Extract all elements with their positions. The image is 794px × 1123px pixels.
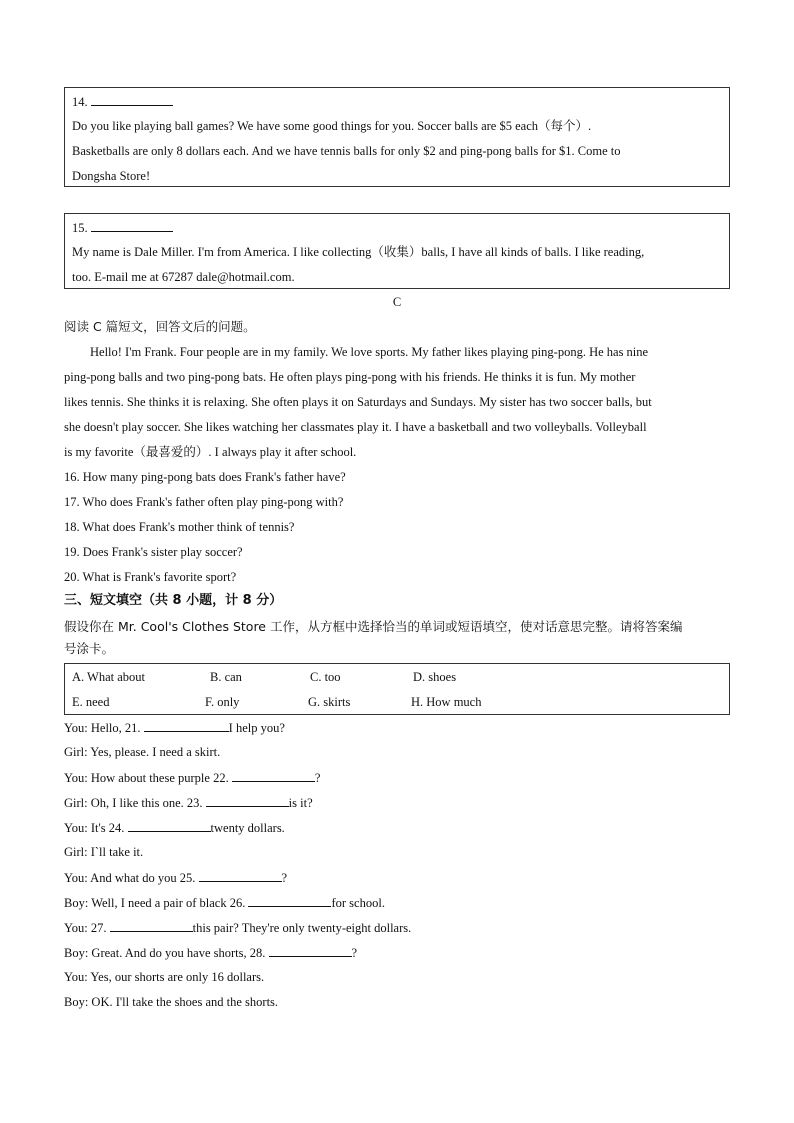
passage-c-line: ping-pong balls and two ping-pong bats. He often plays ping-pong with his friends. He thinks it is fun. My mother — [64, 370, 636, 384]
ad-box-15 — [64, 213, 730, 289]
dialogue-line-28 — [64, 944, 357, 961]
question-15-number: 15. — [72, 221, 88, 235]
dialogue-line-24 — [64, 819, 285, 836]
ad-14-text-line: Do you like playing ball games? We have some good things for you. Soccer balls are $5 each（每个）. — [72, 119, 592, 133]
section-3-title: 三、短文填空（共 8 小题，计 8 分） — [64, 593, 283, 608]
dialogue-line-27 — [64, 919, 411, 936]
dialogue-text: You: 27. — [64, 921, 110, 935]
answer-blank-26[interactable] — [248, 894, 331, 907]
answer-blank-22[interactable] — [232, 769, 315, 782]
dialogue-text: ? — [314, 771, 321, 785]
dialogue-line-22 — [64, 769, 320, 786]
option-a: A. What about — [72, 670, 146, 684]
option-f: F. only — [205, 695, 240, 709]
dialogue-line: Girl: I`ll take it. — [64, 845, 144, 859]
option-d: D. shoes — [413, 670, 457, 684]
dialogue-line-25 — [64, 869, 287, 886]
passage-c-line: is my favorite（最喜爱的）. I always play it after school. — [64, 445, 357, 459]
dialogue-text: Boy: Well, I need a pair of black 26. — [64, 896, 249, 910]
ad-15-text-line: too. E-mail me at 67287 dale@hotmail.com. — [72, 270, 295, 284]
answer-blank-27[interactable] — [110, 919, 193, 932]
ad-14-text-line: Basketballs are only 8 dollars each. And we have tennis balls for only $2 and ping-pong balls for $1. Come to — [72, 144, 621, 158]
answer-blank-15[interactable] — [91, 219, 173, 232]
dialogue-text: You: Hello, 21. — [64, 721, 144, 735]
dialogue-text: You: And what do you 25. — [64, 871, 199, 885]
dialogue-text: ? — [281, 871, 288, 885]
dialogue-text: You: It's 24. — [64, 821, 128, 835]
question-14-number: 14. — [72, 95, 88, 109]
dialogue-text: Girl: Oh, I like this one. 23. — [64, 796, 206, 810]
option-h: H. How much — [411, 695, 482, 709]
dialogue-text: for school. — [331, 896, 385, 910]
ad-box-14 — [64, 87, 730, 187]
dialogue-line-21 — [64, 719, 285, 736]
dialogue-line-23 — [64, 794, 313, 811]
answer-blank-28[interactable] — [269, 944, 352, 957]
question-14-line — [72, 93, 173, 110]
passage-c-line: she doesn't play soccer. She likes watching her classmates play it. I have a basketball and two volleyballs. Volleyball — [64, 420, 647, 434]
answer-blank-21[interactable] — [144, 719, 229, 732]
answer-blank-23[interactable] — [206, 794, 289, 807]
question-18: 18. What does Frank's mother think of tennis? — [64, 520, 295, 534]
question-17: 17. Who does Frank's father often play ping-pong with? — [64, 495, 344, 509]
word-bank-box — [64, 663, 730, 715]
option-e: E. need — [72, 695, 110, 709]
ad-14-text-line: Dongsha Store! — [72, 169, 151, 183]
passage-c-label: C — [392, 295, 402, 309]
section-3-instruction: 假设你在 Mr. Cool's Clothes Store 工作，从方框中选择恰当的单词或短语填空，使对话意思完整。请将答案编 — [64, 619, 683, 634]
dialogue-text: twenty dollars. — [210, 821, 285, 835]
dialogue-line-26 — [64, 894, 385, 911]
section-3-instruction: 号涂卡。 — [64, 641, 115, 656]
passage-c-instruction: 阅读 C 篇短文，回答文后的问题。 — [64, 319, 256, 334]
ad-15-text-line: My name is Dale Miller. I'm from America. I like collecting（收集）balls, I have all kinds of balls. I like reading, — [72, 245, 645, 259]
dialogue-text: is it? — [288, 796, 313, 810]
dialogue-text: You: How about these purple 22. — [64, 771, 232, 785]
passage-c-line: Hello! I'm Frank. Four people are in my family. We love sports. My father likes playing ping-pong. He has nine — [90, 345, 649, 359]
question-20: 20. What is Frank's favorite sport? — [64, 570, 237, 584]
dialogue-text: Boy: Great. And do you have shorts, 28. — [64, 946, 269, 960]
question-19: 19. Does Frank's sister play soccer? — [64, 545, 243, 559]
question-16: 16. How many ping-pong bats does Frank's father have? — [64, 470, 346, 484]
question-15-line — [72, 219, 173, 236]
answer-blank-24[interactable] — [128, 819, 211, 832]
option-c: C. too — [310, 670, 341, 684]
answer-blank-25[interactable] — [199, 869, 282, 882]
dialogue-text: ? — [351, 946, 358, 960]
dialogue-text: this pair? They're only twenty-eight dollars. — [192, 921, 412, 935]
option-g: G. skirts — [308, 695, 351, 709]
passage-c-line: likes tennis. She thinks it is relaxing. She often plays it on Saturdays and Sundays. My sister has two soccer balls, but — [64, 395, 652, 409]
option-b: B. can — [210, 670, 242, 684]
dialogue-text: I help you? — [228, 721, 285, 735]
dialogue-line: Girl: Yes, please. I need a skirt. — [64, 745, 221, 759]
dialogue-line: You: Yes, our shorts are only 16 dollars. — [64, 970, 265, 984]
answer-blank-14[interactable] — [91, 93, 173, 106]
dialogue-line: Boy: OK. I'll take the shoes and the shorts. — [64, 995, 279, 1009]
